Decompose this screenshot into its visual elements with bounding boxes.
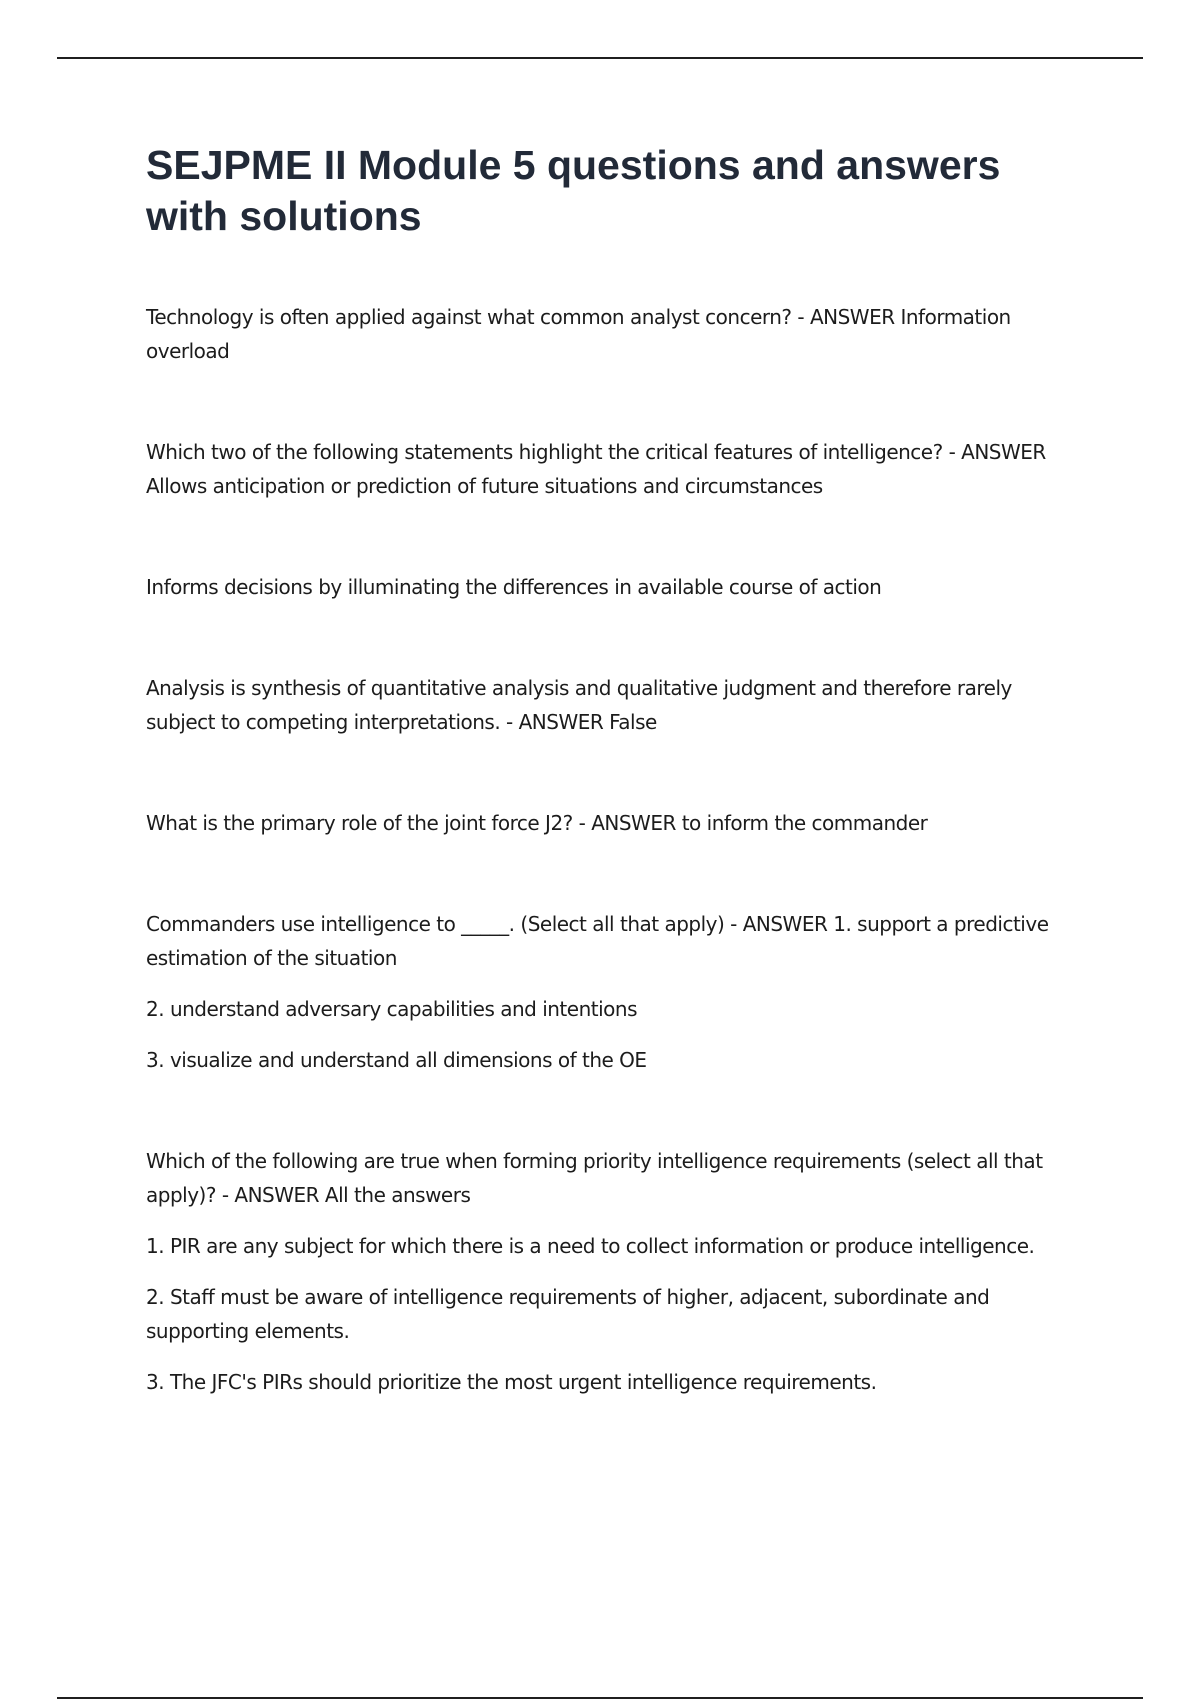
qa-entry: [146, 806, 1086, 840]
bottom-divider: [57, 1697, 1143, 1699]
qa-entry: [146, 671, 1086, 739]
qa-entry: [146, 300, 1086, 368]
answer-list-item: 2. understand adversary capabilities and intentions: [146, 997, 637, 1021]
answer-list-item: 3. The JFC's PIRs should prioritize the most urgent intelligence requirements.: [146, 1370, 877, 1394]
qa-text: Commanders use intelligence to _____. (Select all that apply) - ANSWER 1. support a predictive estimation of the situation: [146, 912, 1049, 970]
qa-text: Analysis is synthesis of quantitative analysis and qualitative judgment and therefore rarely subject to competing interpretations. - ANSWER False: [146, 676, 1012, 734]
qa-text: Which two of the following statements highlight the critical features of intelligence? - ANSWER Allows anticipation or prediction of future situations and circumstances: [146, 440, 1046, 498]
answer-list-item: 2. Staff must be aware of intelligence requirements of higher, adjacent, subordinate and supporting elements.: [146, 1285, 990, 1343]
qa-text: Which of the following are true when forming priority intelligence requirements (select all that apply)? - ANSWER All the answers: [146, 1149, 1043, 1207]
answer-list-item: 3. visualize and understand all dimensions of the OE: [146, 1048, 647, 1072]
qa-text: Technology is often applied against what common analyst concern? - ANSWER Information overload: [146, 305, 1011, 363]
page-title: SEJPME II Module 5 questions and answers with solutions: [146, 142, 1001, 239]
top-divider: [57, 57, 1143, 59]
qa-text: What is the primary role of the joint force J2? - ANSWER to inform the commander: [146, 811, 928, 835]
qa-entry: [146, 570, 1086, 604]
qa-entry: [146, 1144, 1086, 1399]
qa-entry: [146, 907, 1086, 1077]
answer-list-item: 1. PIR are any subject for which there is a need to collect information or produce intelligence.: [146, 1234, 1035, 1258]
qa-content: [146, 300, 1086, 1466]
qa-entry: [146, 435, 1086, 503]
qa-text: Informs decisions by illuminating the differences in available course of action: [146, 575, 882, 599]
